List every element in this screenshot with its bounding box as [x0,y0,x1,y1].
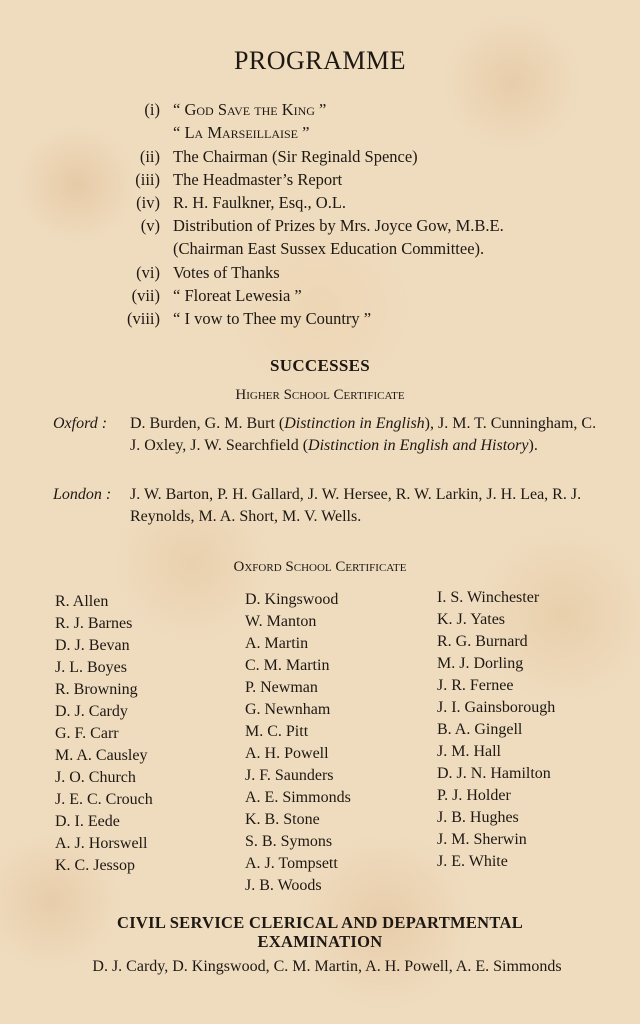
name-item: P. J. Holder [437,787,511,804]
programme-item [0,193,640,216]
name-item: R. Allen [55,593,109,610]
programme-item-text: “ I vow to Thee my Country ” [173,309,372,328]
name-item: D. I. Eede [55,813,120,830]
programme-item-continuation [0,123,640,147]
name-item: D. J. N. Hamilton [437,765,551,782]
name-item: A. E. Simmonds [245,789,351,806]
name-item: W. Manton [245,613,317,630]
programme-item-text: Distribution of Prizes by Mrs. Joyce Gow, M.B.E. [173,216,504,235]
name-item: J. I. Gainsborough [437,699,556,716]
name-item: J. M. Hall [437,743,501,760]
programme-item [0,263,640,286]
name-item: I. S. Winchester [437,589,540,606]
successes-heading: SUCCESSES [269,356,371,375]
name-item: D. J. Bevan [55,637,130,654]
name-item: C. M. Martin [245,657,330,674]
name-item: R. Browning [55,681,138,698]
oxford-results [53,413,598,457]
programme-item-text: “ La Marseillaise ” [173,123,310,142]
name-item: D. J. Cardy [55,703,128,720]
civil-heading-line: CIVIL SERVICE CLERICAL AND DEPARTMENTAL [117,913,523,932]
programme-item-text: (Chairman East Sussex Education Committee). [173,239,485,258]
programme-item [0,170,640,193]
london-label: London : [53,486,112,503]
name-item: G. F. Carr [55,725,119,742]
programme-item-number: (v) [140,216,160,235]
name-item: J. R. Fernee [437,677,514,694]
civil-service-names: D. J. Cardy, D. Kingswood, C. M. Martin, A. H. Powell, A. E. Simmonds [92,958,562,975]
name-item: J. M. Sherwin [437,831,527,848]
london-names: J. W. Barton, P. H. Gallard, J. W. Hersee, R. W. Larkin, J. H. Lea, R. J. Reynolds, M. A. Short, M. V. Wells. [130,486,582,525]
name-item: P. Newman [245,679,318,696]
programme-item-text: R. H. Faulkner, Esq., O.L. [173,193,347,212]
programme-item [0,147,640,170]
civil-heading-line: EXAMINATION [257,932,383,951]
names-column-2 [245,589,351,897]
name-item: K. J. Yates [437,611,506,628]
programme-item-text: “ God Save the King ” [173,100,327,119]
name-item: S. B. Symons [245,833,333,850]
programme-item-number: (iv) [136,193,160,212]
distinction-note: Distinction in English and History [308,437,529,454]
distinction-note: Distinction in English [284,415,425,432]
programme-item [0,100,640,123]
programme-item-number: (iii) [135,170,160,189]
name-item: K. C. Jessop [55,857,136,874]
london-results [53,484,598,528]
programme-list [0,100,640,332]
higher-cert-heading: Higher School Certificate [235,387,405,403]
name-item: J. E. White [437,853,508,870]
programme-item-number: (vi) [136,263,160,282]
programme-item-number: (vii) [131,286,160,305]
oxford-label: Oxford : [53,415,108,432]
name-item: A. H. Powell [245,745,329,762]
programme-item [0,286,640,309]
programme-item-number: (ii) [139,147,160,166]
name-item: B. A. Gingell [437,721,523,738]
programme-item [0,309,640,332]
names-column-3 [437,587,555,873]
name-item: A. J. Horswell [55,835,148,852]
name-item: M. C. Pitt [245,723,309,740]
page-title: PROGRAMME [233,46,407,75]
name-item: R. J. Barnes [55,615,133,632]
name-item: J. F. Saunders [245,767,334,784]
programme-item [0,216,640,239]
name-item: J. B. Woods [245,877,322,894]
civil-service-heading [0,913,640,951]
name-item: J. B. Hughes [437,809,519,826]
programme-item-text: Votes of Thanks [173,263,280,282]
name-item: J. L. Boyes [55,659,127,676]
programme-item-continuation [0,239,640,263]
name-item: M. J. Dorling [437,655,524,672]
programme-item-text: The Headmaster’s Report [173,170,343,189]
name-item: J. O. Church [55,769,136,786]
name-item: J. E. C. Crouch [55,791,153,808]
programme-item-text: The Chairman (Sir Reginald Spence) [173,147,418,166]
name-item: G. Newnham [245,701,331,718]
name-item: K. B. Stone [245,811,320,828]
name-item: D. Kingswood [245,591,339,608]
oxford-cert-heading: Oxford School Certificate [233,559,407,575]
name-item: A. Martin [245,635,309,652]
name-item: M. A. Causley [55,747,148,764]
programme-item-number: (i) [144,100,160,119]
programme-item-text: “ Floreat Lewesia ” [173,286,302,305]
name-item: R. G. Burnard [437,633,528,650]
name-item: A. J. Tompsett [245,855,338,872]
names-column-1 [55,591,153,877]
oxford-names: D. Burden, G. M. Burt (Distinction in English), J. M. T. Cunningham, C. J. Oxley, J. W. Searchfield (Distinction in English and History). [130,415,597,454]
programme-item-number: (viii) [127,309,160,328]
